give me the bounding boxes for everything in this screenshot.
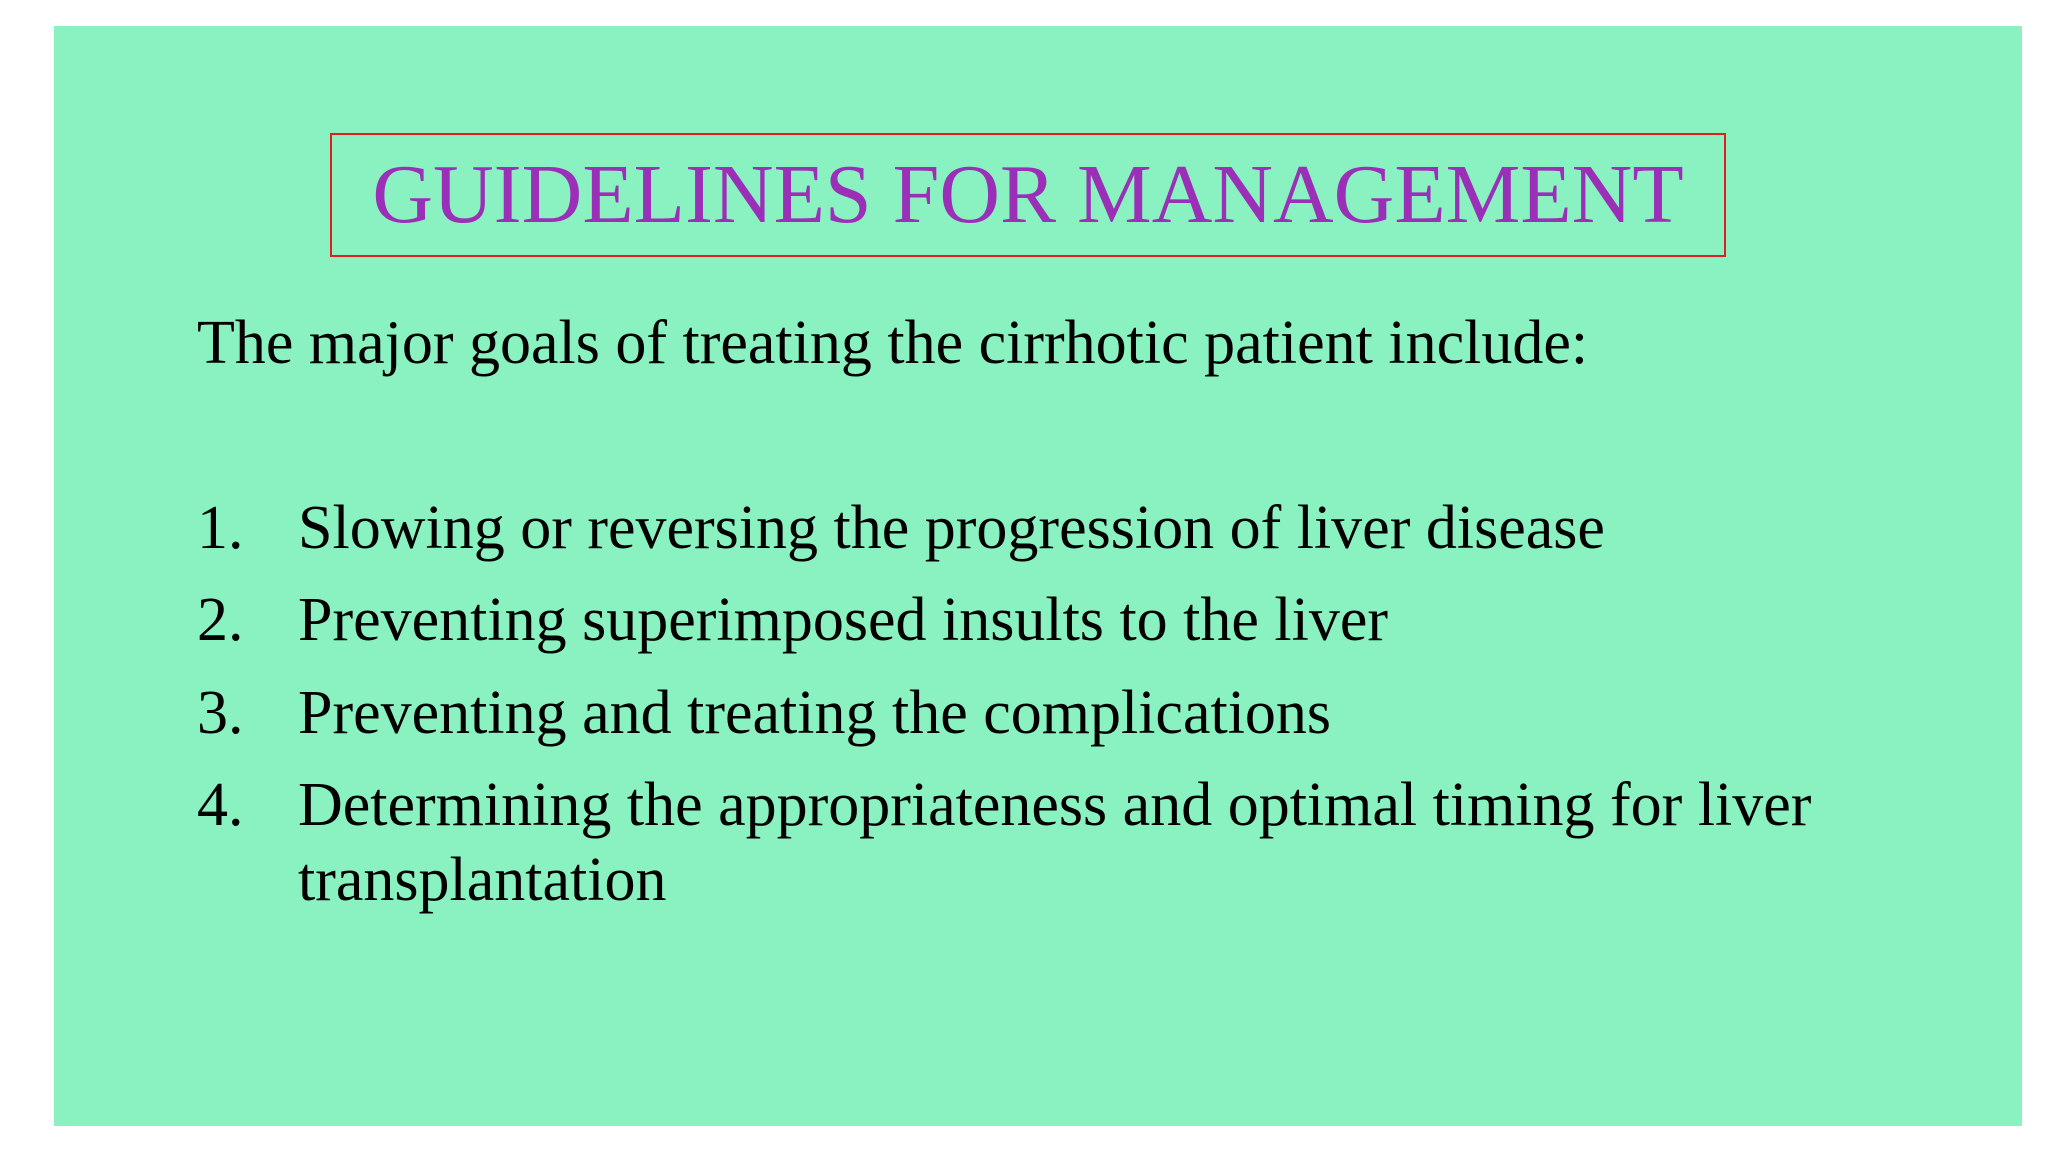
- list-item: [197, 491, 1957, 565]
- list-item: [197, 676, 1957, 750]
- goals-list: [197, 491, 1957, 935]
- list-item-text: Slowing or reversing the progression of liver disease: [298, 494, 1605, 562]
- title-box: [330, 133, 1726, 257]
- slide: [54, 26, 2022, 1126]
- list-item-text: Determining the appropriateness and optimal timing for liver transplantation: [298, 771, 1843, 914]
- list-item: [197, 583, 1957, 657]
- list-item-number: 3.: [197, 678, 244, 747]
- list-item: [197, 768, 1957, 917]
- list-item-number: 2.: [197, 586, 244, 655]
- list-item-number: 1.: [197, 494, 244, 562]
- intro-text: The major goals of treating the cirrhotic patient include:: [197, 309, 1589, 377]
- list-item-text: Preventing and treating the complications: [298, 678, 1332, 747]
- list-item-number: 4.: [197, 771, 244, 840]
- slide-title: GUIDELINES FOR MANAGEMENT: [372, 148, 1684, 241]
- list-item-text: Preventing superimposed insults to the liver: [298, 586, 1389, 655]
